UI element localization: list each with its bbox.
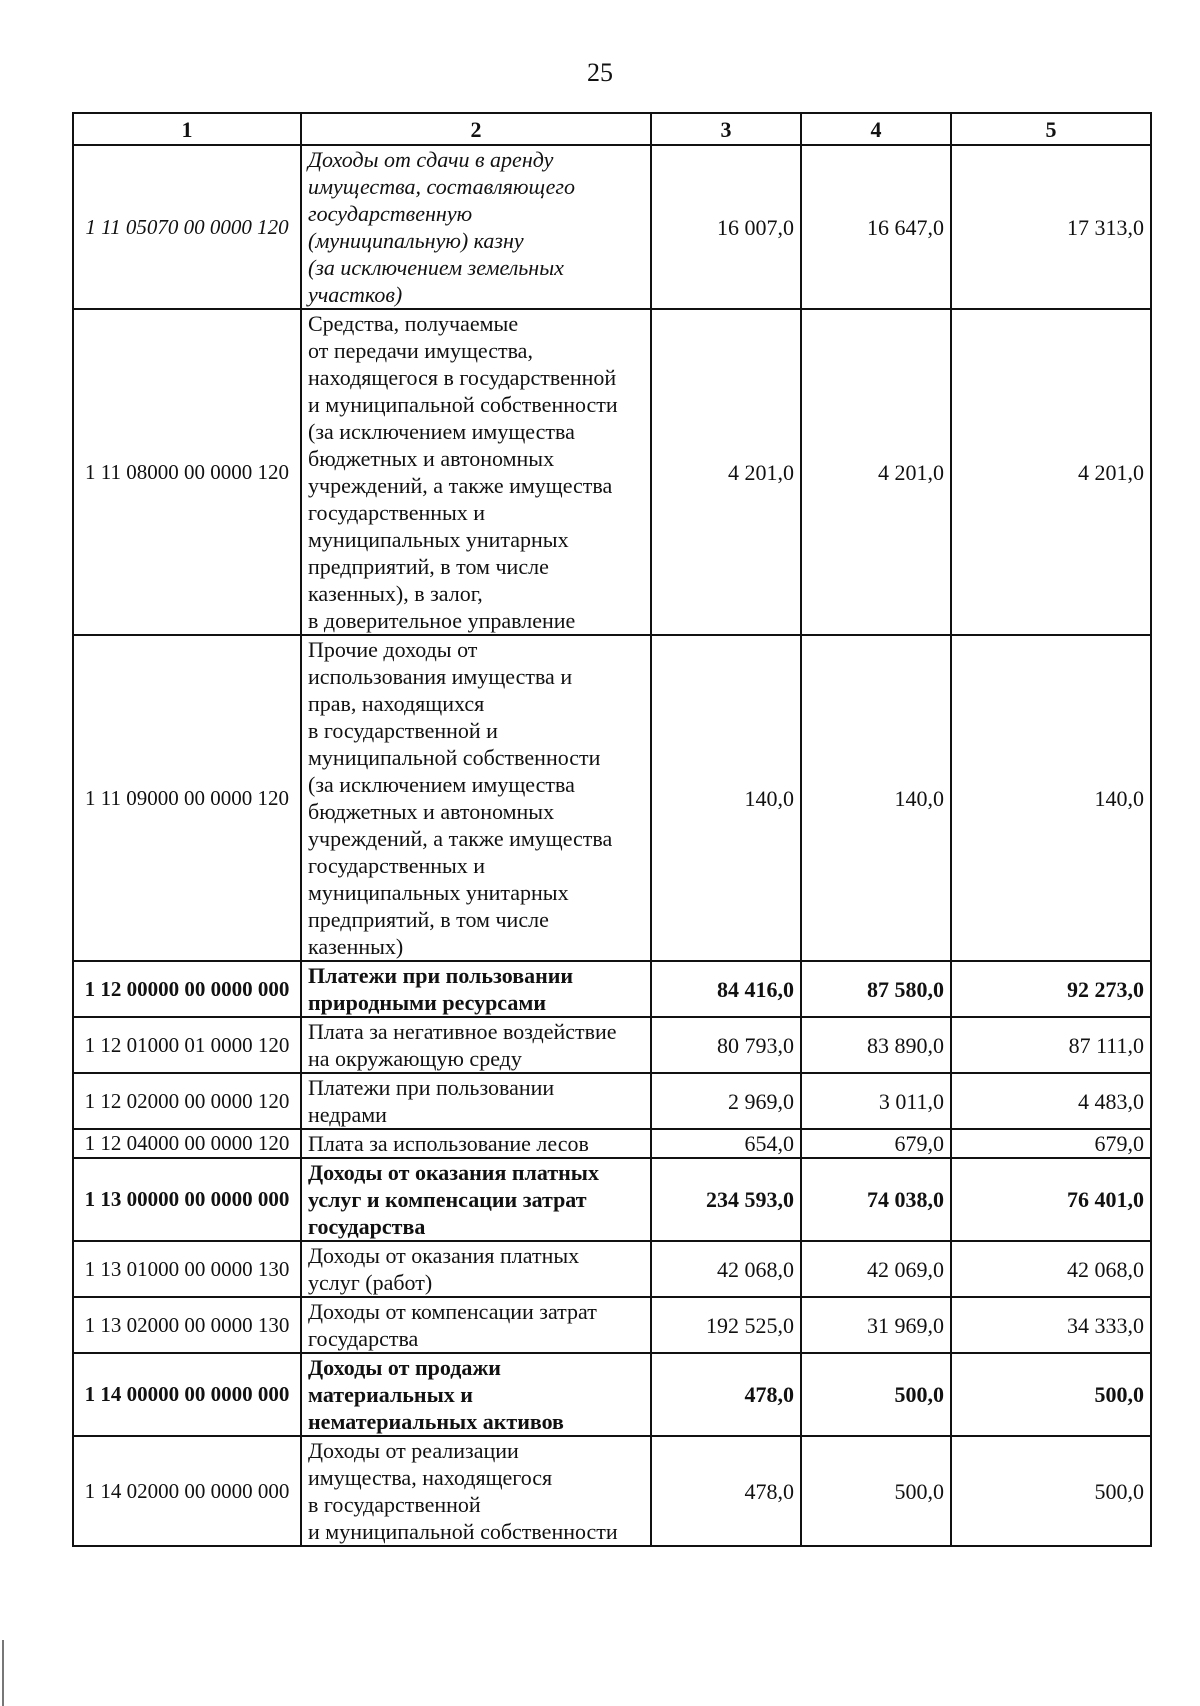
revenue-item-name-line: материальных и <box>308 1382 473 1407</box>
table-row <box>73 635 1151 961</box>
table-row <box>73 1436 1151 1546</box>
revenue-item-name-line: Доходы от оказания платных <box>308 1243 580 1268</box>
revenue-item-name-line: государства <box>308 1214 426 1239</box>
amount-year-3: 4 483,0 <box>951 1073 1151 1129</box>
revenue-item-name-line: государственных и <box>308 500 486 525</box>
revenue-item-name <box>301 145 651 309</box>
budget-classification-code: 1 11 05070 00 0000 120 <box>73 145 301 309</box>
amount-year-2: 87 580,0 <box>801 961 951 1017</box>
amount-year-3: 42 068,0 <box>951 1241 1151 1297</box>
revenue-item-name-line: Доходы от продажи <box>308 1355 501 1380</box>
revenue-item-name <box>301 1073 651 1129</box>
amount-year-3: 17 313,0 <box>951 145 1151 309</box>
revenue-item-name-line: недрами <box>308 1102 387 1127</box>
revenue-item-name-line: в доверительное управление <box>308 608 576 633</box>
amount-year-1: 2 969,0 <box>651 1073 801 1129</box>
amount-year-2: 31 969,0 <box>801 1297 951 1353</box>
revenue-item-name <box>301 1158 651 1241</box>
table-row <box>73 1129 1151 1158</box>
revenue-item-name-line: находящегося в государственной <box>308 365 617 390</box>
table-row <box>73 961 1151 1017</box>
amount-year-2: 140,0 <box>801 635 951 961</box>
amount-year-3: 500,0 <box>951 1353 1151 1436</box>
table-row <box>73 1073 1151 1129</box>
amount-year-1: 140,0 <box>651 635 801 961</box>
page-number: 25 <box>587 58 613 87</box>
table-row <box>73 145 1151 309</box>
revenue-item-name-line: на окружающую среду <box>308 1046 522 1071</box>
revenue-item-name-line: использования имущества и <box>308 664 573 689</box>
budget-classification-code: 1 13 01000 00 0000 130 <box>73 1241 301 1297</box>
revenue-item-name-line: нематериальных активов <box>308 1409 564 1434</box>
revenue-item-name-line: природными ресурсами <box>308 990 547 1015</box>
amount-year-1: 84 416,0 <box>651 961 801 1017</box>
budget-classification-code: 1 12 01000 01 0000 120 <box>73 1017 301 1073</box>
revenue-item-name <box>301 1353 651 1436</box>
amount-year-1: 192 525,0 <box>651 1297 801 1353</box>
revenue-item-name-line: (за исключением имущества <box>308 772 575 797</box>
revenue-item-name-line: (за исключением имущества <box>308 419 575 444</box>
amount-year-3: 679,0 <box>951 1129 1151 1158</box>
budget-classification-code: 1 12 00000 00 0000 000 <box>73 961 301 1017</box>
revenue-item-name-line: прав, находящихся <box>308 691 485 716</box>
table-row <box>73 1297 1151 1353</box>
revenue-item-name <box>301 635 651 961</box>
revenue-item-name-line: участков) <box>308 282 403 307</box>
amount-year-3: 76 401,0 <box>951 1158 1151 1241</box>
revenue-item-name-line: услуг и компенсации затрат <box>308 1187 587 1212</box>
revenue-item-name-line: муниципальной собственности <box>308 745 601 770</box>
revenue-item-name-line: Доходы от компенсации затрат <box>308 1299 597 1324</box>
amount-year-1: 16 007,0 <box>651 145 801 309</box>
table-row <box>73 1017 1151 1073</box>
column-header-name: 2 <box>301 113 651 145</box>
revenue-item-name-line: услуг (работ) <box>308 1270 433 1295</box>
amount-year-1: 42 068,0 <box>651 1241 801 1297</box>
budget-classification-code: 1 12 04000 00 0000 120 <box>73 1129 301 1158</box>
revenue-item-name-line: Доходы от оказания платных <box>308 1160 599 1185</box>
revenue-item-name-line: государственную <box>308 201 473 226</box>
revenue-item-name-line: Доходы от реализации <box>308 1438 519 1463</box>
revenue-item-name-line: бюджетных и автономных <box>308 799 555 824</box>
table-row <box>73 309 1151 635</box>
revenue-item-name-line: казенных) <box>308 934 404 959</box>
revenue-item-name-line: (муниципальную) казну <box>308 228 524 253</box>
revenue-item-name-line: казенных), в залог, <box>308 581 483 606</box>
amount-year-1: 4 201,0 <box>651 309 801 635</box>
revenue-item-name-line: в государственной <box>308 1492 481 1517</box>
amount-year-2: 500,0 <box>801 1353 951 1436</box>
revenue-item-name-line: Плата за использование лесов <box>308 1131 589 1156</box>
amount-year-2: 3 011,0 <box>801 1073 951 1129</box>
scan-edge-mark <box>2 1640 4 1706</box>
column-header-year-1: 3 <box>651 113 801 145</box>
revenue-item-name-line: и муниципальной собственности <box>308 1519 618 1544</box>
table-row <box>73 1241 1151 1297</box>
revenue-item-name-line: Платежи при пользовании <box>308 1075 555 1100</box>
budget-classification-code: 1 14 00000 00 0000 000 <box>73 1353 301 1436</box>
amount-year-3: 92 273,0 <box>951 961 1151 1017</box>
amount-year-1: 80 793,0 <box>651 1017 801 1073</box>
budget-classification-code: 1 12 02000 00 0000 120 <box>73 1073 301 1129</box>
amount-year-3: 87 111,0 <box>951 1017 1151 1073</box>
revenue-item-name-line: предприятий, в том числе <box>308 907 549 932</box>
column-header-year-3: 5 <box>951 113 1151 145</box>
amount-year-1: 478,0 <box>651 1436 801 1546</box>
amount-year-2: 74 038,0 <box>801 1158 951 1241</box>
revenue-item-name-line: учреждений, а также имущества <box>308 473 613 498</box>
revenue-item-name-line: учреждений, а также имущества <box>308 826 613 851</box>
revenue-item-name <box>301 1436 651 1546</box>
revenue-item-name-line: Средства, получаемые <box>308 311 519 336</box>
revenue-item-name-line: (за исключением земельных <box>308 255 564 280</box>
revenue-item-name <box>301 1017 651 1073</box>
revenue-item-name-line: Прочие доходы от <box>308 637 478 662</box>
amount-year-2: 42 069,0 <box>801 1241 951 1297</box>
amount-year-1: 234 593,0 <box>651 1158 801 1241</box>
amount-year-3: 4 201,0 <box>951 309 1151 635</box>
budget-classification-code: 1 11 09000 00 0000 120 <box>73 635 301 961</box>
revenue-item-name-line: имущества, находящегося <box>308 1465 553 1490</box>
revenue-item-name-line: государственных и <box>308 853 486 878</box>
revenue-item-name-line: бюджетных и автономных <box>308 446 555 471</box>
revenue-item-name-line: Плата за негативное воздействие <box>308 1019 617 1044</box>
revenue-item-name-line: от передачи имущества, <box>308 338 533 363</box>
budget-classification-code: 1 13 02000 00 0000 130 <box>73 1297 301 1353</box>
table-row <box>73 1353 1151 1436</box>
revenue-item-name-line: муниципальных унитарных <box>308 527 569 552</box>
revenue-item-name <box>301 309 651 635</box>
amount-year-2: 4 201,0 <box>801 309 951 635</box>
amount-year-2: 500,0 <box>801 1436 951 1546</box>
amount-year-2: 16 647,0 <box>801 145 951 309</box>
amount-year-1: 654,0 <box>651 1129 801 1158</box>
amount-year-2: 679,0 <box>801 1129 951 1158</box>
revenue-item-name-line: предприятий, в том числе <box>308 554 549 579</box>
amount-year-1: 478,0 <box>651 1353 801 1436</box>
revenue-item-name <box>301 1241 651 1297</box>
revenue-item-name-line: в государственной и <box>308 718 498 743</box>
column-header-code: 1 <box>73 113 301 145</box>
revenue-item-name <box>301 1129 651 1158</box>
revenue-item-name-line: государства <box>308 1326 419 1351</box>
budget-revenue-table <box>72 112 1152 1547</box>
budget-classification-code: 1 14 02000 00 0000 000 <box>73 1436 301 1546</box>
revenue-item-name-line: Доходы от сдачи в аренду <box>308 147 554 172</box>
revenue-item-name <box>301 1297 651 1353</box>
amount-year-3: 500,0 <box>951 1436 1151 1546</box>
budget-classification-code: 1 11 08000 00 0000 120 <box>73 309 301 635</box>
revenue-item-name-line: Платежи при пользовании <box>308 963 574 988</box>
amount-year-2: 83 890,0 <box>801 1017 951 1073</box>
column-header-year-2: 4 <box>801 113 951 145</box>
budget-classification-code: 1 13 00000 00 0000 000 <box>73 1158 301 1241</box>
table-header-row <box>73 113 1151 145</box>
amount-year-3: 140,0 <box>951 635 1151 961</box>
table-row <box>73 1158 1151 1241</box>
revenue-item-name-line: и муниципальной собственности <box>308 392 618 417</box>
revenue-item-name-line: имущества, составляющего <box>308 174 576 199</box>
revenue-item-name-line: муниципальных унитарных <box>308 880 569 905</box>
revenue-item-name <box>301 961 651 1017</box>
amount-year-3: 34 333,0 <box>951 1297 1151 1353</box>
